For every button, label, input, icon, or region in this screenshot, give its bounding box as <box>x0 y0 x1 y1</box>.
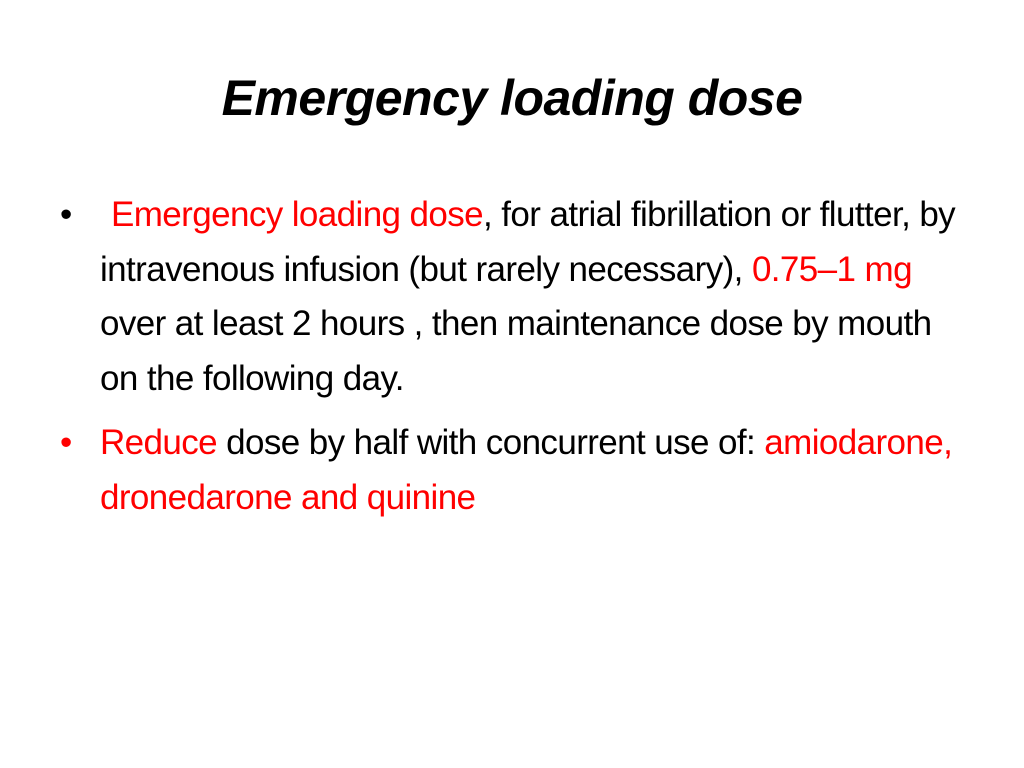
highlight-dose-amount: 0.75–1 mg <box>751 249 912 289</box>
bullet-icon: • <box>60 423 72 462</box>
slide-title: Emergency loading dose <box>221 70 803 126</box>
highlight-drug-list: amiodarone, dronedarone and quinine <box>100 423 953 517</box>
highlight-loading-dose: Emergency loading dose <box>111 195 484 234</box>
bullet-icon: • <box>60 195 72 234</box>
bullet-item-loading-dose <box>60 188 960 406</box>
loading-dose-description: , for atrial fibrillation or flutter, by intravenous infusion (but rarely necessary), <box>100 195 956 289</box>
dose-reduction-text: dose by half with concurrent use of: <box>217 423 765 462</box>
highlight-reduce: Reduce <box>100 423 218 462</box>
maintenance-dose-text: over at least 2 hours , then maintenance dose by mouth on the following day. <box>100 304 932 398</box>
bullet-list <box>60 188 960 525</box>
bullet-item-dose-reduction <box>60 416 960 525</box>
